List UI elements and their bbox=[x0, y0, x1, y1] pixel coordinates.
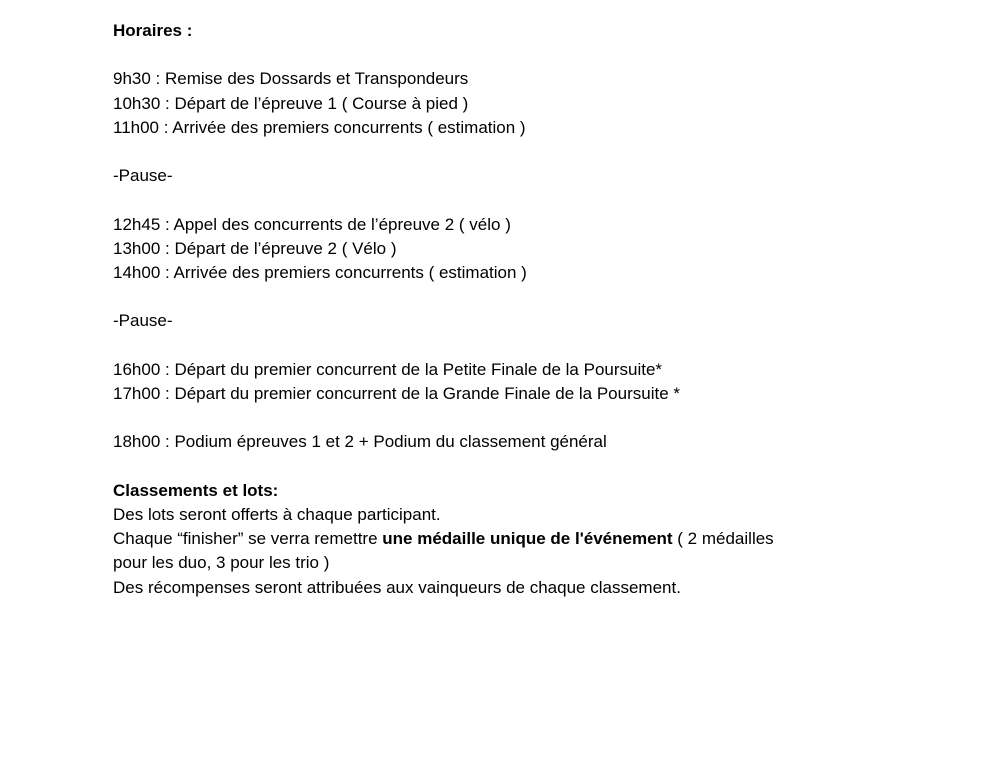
schedule-item: 12h45 : Appel des concurrents de l’épreuve 2 ( vélo ) bbox=[113, 214, 511, 234]
pause-marker: -Pause- bbox=[113, 311, 173, 331]
spacer bbox=[113, 140, 853, 164]
finisher-line bbox=[113, 527, 853, 551]
schedule-item: 17h00 : Départ du premier concurrent de la Grande Finale de la Poursuite * bbox=[113, 383, 680, 403]
lots-line: Des lots seront offerts à chaque participant. bbox=[113, 504, 441, 524]
finisher-text-after: ( 2 médailles bbox=[672, 529, 774, 549]
classements-heading: Classements et lots: bbox=[113, 480, 279, 500]
spacer bbox=[113, 285, 853, 309]
spacer bbox=[113, 188, 853, 212]
pause-marker: -Pause- bbox=[113, 166, 173, 186]
schedule-item: 16h00 : Départ du premier concurrent de la Petite Finale de la Poursuite* bbox=[113, 359, 663, 379]
spacer bbox=[113, 455, 853, 479]
recompenses-line: Des récompenses seront attribuées aux vainqueurs de chaque classement. bbox=[113, 577, 681, 597]
schedule-item: 14h00 : Arrivée des premiers concurrents ( estimation ) bbox=[113, 262, 527, 282]
finisher-line-continued: pour les duo, 3 pour les trio ) bbox=[113, 553, 330, 573]
medal-highlight: une médaille unique de l'événement bbox=[382, 529, 673, 549]
spacer bbox=[113, 406, 853, 430]
schedule-item: 10h30 : Départ de l’épreuve 1 ( Course à pied ) bbox=[113, 93, 469, 113]
spacer bbox=[113, 334, 853, 358]
schedule-item: 11h00 : Arrivée des premiers concurrents ( estimation ) bbox=[113, 117, 526, 137]
schedule-item: 9h30 : Remise des Dossards et Transpondeurs bbox=[113, 69, 469, 89]
finisher-text-before: Chaque “finisher” se verra remettre bbox=[113, 529, 383, 549]
schedule-item: 13h00 : Départ de l’épreuve 2 ( Vélo ) bbox=[113, 238, 397, 258]
document-page bbox=[113, 19, 853, 600]
horaires-heading: Horaires : bbox=[113, 21, 193, 40]
spacer bbox=[113, 43, 853, 67]
podium-line: 18h00 : Podium épreuves 1 et 2 + Podium du classement général bbox=[113, 432, 607, 452]
